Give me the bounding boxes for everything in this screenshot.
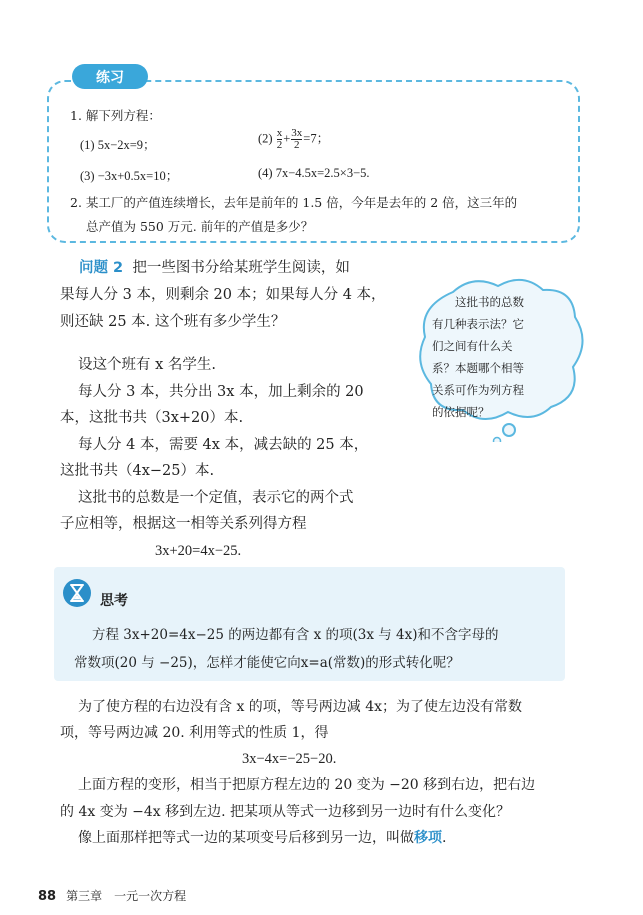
after-line4: 的 4x 变为 −4x 移到左边. 把某项从等式一边移到另一边时有什么变化？ (60, 804, 511, 820)
solution-s5: 这批书共（4x−25）本. (60, 463, 215, 479)
cloud-line5: 关系可作为列方程 (432, 383, 524, 397)
after-line1: 为了使方程的右边没有含 x 的项，等号两边减 4x；为了使左边没有常数 (78, 699, 523, 715)
chapter-title: 第三章 一元一次方程 (66, 889, 187, 903)
after-line2: 项，等号两边减 20. 利用等式的性质 1，得 (60, 725, 329, 741)
after-line3: 上面方程的变形，相当于把原方程左边的 20 变为 −20 移到右边，把右边 (78, 777, 536, 793)
page-footer (38, 887, 186, 904)
practice-q1: 1. 解下列方程： (70, 108, 161, 123)
solution-s4: 每人分 4 本，需要 4x 本，减去缺的 25 本， (78, 437, 369, 453)
practice-q1-1: (1) 5x−2x=9； (80, 138, 156, 152)
think-line2: 常数项(20 与 −25)，怎样才能使它向x=a(常数)的形式转化呢？ (74, 655, 460, 671)
hourglass-icon (62, 578, 92, 608)
solution-s3: 本，这批书共（3x+20）本. (60, 410, 244, 426)
fraction: $\frac{3x}{2}$ (291, 127, 303, 151)
practice-q2-line2: 总产值为 550 万元. 前年的产值是多少？ (86, 219, 314, 234)
equation-2: 3x−4x=−25−20. (242, 751, 337, 767)
think-line1: 方程 3x+20=4x−25 的两边都有含 x 的项(3x 与 4x)和不含字母的 (92, 627, 499, 643)
practice-q2-line1: 2. 某工厂的产值连续增长，去年是前年的 1.5 倍，今年是去年的 2 倍，这三年的 (70, 195, 518, 210)
cloud-line6: 的依据呢？ (432, 405, 490, 419)
cloud-line1: 这批书的总数 (455, 295, 524, 309)
problem2-line2: 果每人分 3 本，则剩余 20 本；如果每人分 4 本， (60, 287, 386, 303)
fraction: $\frac{x}{2}$ (276, 127, 283, 151)
cloud-line3: 们之间有什么关 (432, 339, 513, 353)
solution-s7: 子应相等，根据这一相等关系列得方程 (60, 516, 307, 532)
after-line5: 像上面那样把等式一边的某项变号后移到另一边，叫做移项. (78, 830, 447, 846)
term-transposition: 移项 (414, 830, 442, 846)
think-title: 思考 (100, 593, 128, 609)
solution-s6: 这批书的总数是一个定值，表示它的两个式 (78, 490, 354, 506)
equation-1: 3x+20=4x−25. (155, 543, 242, 559)
page-number: 88 (38, 889, 57, 904)
problem2-line3: 则还缺 25 本. 这个班有多少学生？ (60, 314, 286, 330)
solution-s2: 每人分 3 本，共分出 3x 本，加上剩余的 20 (78, 384, 364, 400)
cloud-line2: 有几种表示法？它 (432, 317, 524, 331)
problem-label: 问题 2 (79, 260, 124, 276)
solution-s1: 设这个班有 x 名学生. (78, 357, 217, 373)
cloud-line4: 系？本题哪个相等 (432, 361, 524, 375)
practice-q1-3: (3) −3x+0.5x=10； (80, 169, 179, 183)
practice-q1-4: (4) 7x−4.5x=2.5×3−5. (258, 166, 370, 180)
practice-tag: 练习 (72, 64, 148, 89)
problem2-line1: 问题 2 把一些图书分给某班学生阅读，如 (79, 260, 350, 276)
practice-q1-2: (2) $\frac{x}{2}$ + $\frac{3x}{2}$ =7； (258, 127, 330, 151)
